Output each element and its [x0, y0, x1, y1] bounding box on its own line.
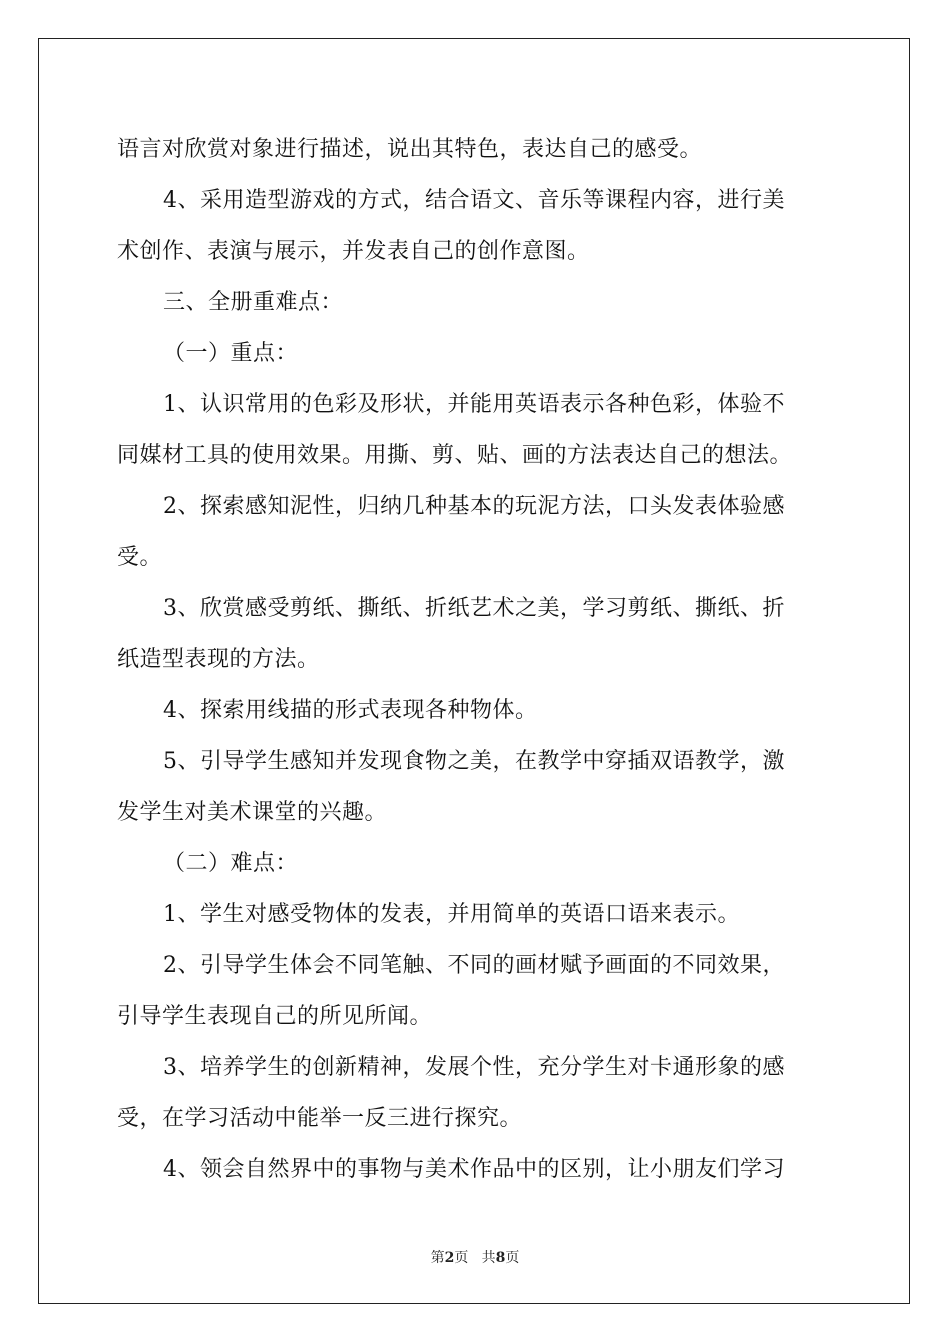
text-line: 4、采用造型游戏的方式，结合语文、音乐等课程内容，进行美: [163, 188, 785, 213]
text-line: 3、欣赏感受剪纸、撕纸、折纸艺术之美，学习剪纸、撕纸、折: [163, 596, 785, 621]
text-line: 术创作、表演与展示，并发表自己的创作意图。: [117, 239, 590, 264]
total-page-number: 8: [495, 1250, 506, 1266]
text-line: 受。: [117, 545, 163, 570]
text-line: 5、引导学生感知并发现食物之美，在教学中穿插双语教学，激: [163, 749, 785, 774]
text-line: 1、学生对感受物体的发表，并用简单的英语口语来表示。: [163, 902, 740, 927]
text-line: 1、认识常用的色彩及形状，并能用英语表示各种色彩，体验不: [163, 392, 785, 417]
page-footer: [0, 1247, 950, 1267]
text-line: 语言对欣赏对象进行描述，说出其特色，表达自己的感受。: [117, 137, 703, 162]
subsection-heading: （一）重点：: [163, 341, 299, 366]
current-page-number: 2: [444, 1250, 455, 1266]
section-heading: 三、全册重难点：: [163, 290, 344, 315]
text-line: 3、培养学生的创新精神，发展个性，充分学生对卡通形象的感: [163, 1055, 785, 1080]
footer-mid: 页 共: [454, 1250, 496, 1266]
text-line: 2、探索感知泥性，归纳几种基本的玩泥方法，口头发表体验感: [163, 494, 785, 519]
text-line: 受，在学习活动中能举一反三进行探究。: [117, 1106, 523, 1131]
footer-prefix: 第: [430, 1250, 445, 1266]
text-line: 4、领会自然界中的事物与美术作品中的区别，让小朋友们学习: [163, 1157, 785, 1182]
text-line: 纸造型表现的方法。: [117, 647, 320, 672]
text-line: 2、引导学生体会不同笔触、不同的画材赋予画面的不同效果，: [163, 953, 785, 978]
text-line: 4、探索用线描的形式表现各种物体。: [163, 698, 538, 723]
subsection-heading: （二）难点：: [163, 851, 299, 876]
document-body: [117, 124, 833, 1195]
text-line: 引导学生表现自己的所见所闻。: [117, 1004, 433, 1029]
text-line: 发学生对美术课堂的兴趣。: [117, 800, 388, 825]
text-line: 同媒材工具的使用效果。用撕、剪、贴、画的方法表达自己的想法。: [117, 443, 793, 468]
footer-suffix: 页: [505, 1250, 520, 1266]
